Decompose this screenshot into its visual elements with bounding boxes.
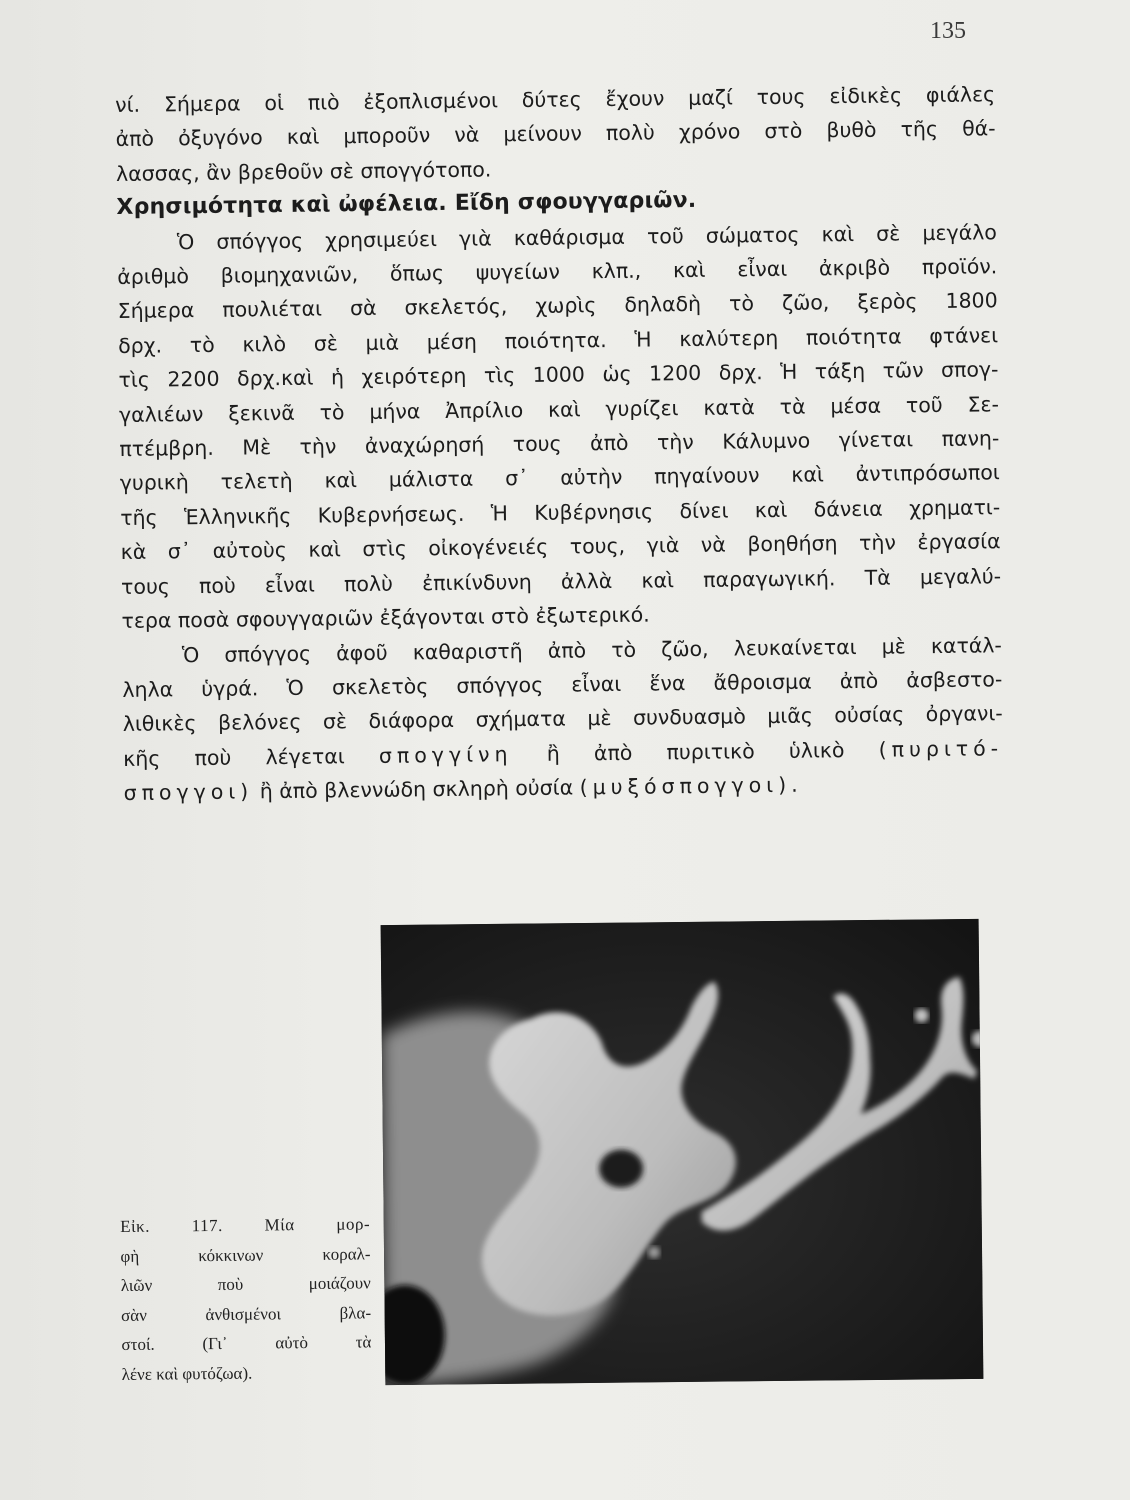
caption-line: φὴ κόκκινων κοραλ- — [120, 1243, 371, 1266]
text-line: ἀριθμὸ βιομηχανιῶν, ὅπως ψυγείων κλπ., καὶ εἶναι ἀκριβὸ προϊόν. — [117, 254, 998, 290]
text-line: τους ποὺ εἶναι πολὺ ἐπικίνδυνη ἀλλὰ καὶ παραγωγική. Τὰ μεγαλύ- — [120, 563, 1002, 599]
text-line: τὶς 2200 δρχ.καὶ ἡ χειρότερη τὶς 1000 ὡς 1200 δρχ. Ἡ τάξη τῶν σπογ- — [118, 357, 999, 393]
coral-image — [381, 919, 984, 1385]
term-siliceous-cont: σπογγοι) — [123, 779, 254, 806]
term-myxospongi: (μυξόσπογγοι). — [579, 772, 803, 800]
text-line: Σήμερα πουλιέται σὰ σκελετός, χωρὶς δηλαδὴ τὸ ζῶο, ξερὸς 1800 — [117, 288, 998, 324]
section-heading: Χρησιμότητα καὶ ὠφέλεια. Εἴδη σφουγγαριῶν. — [116, 188, 697, 221]
body-text — [115, 77, 1004, 810]
text-line: ἀπὸ ὀξυγόνο καὶ μποροῦν νὰ μείνουν πολὺ χρόνο στὸ βυθὸ τῆς θά- — [115, 116, 996, 152]
text-line: Ὁ σπόγγος ἀφοῦ καθαριστῆ ἀπὸ τὸ ζῶο, λευκαίνεται μὲ κατάλ- — [181, 632, 1003, 667]
caption-line: λιῶν ποὺ μοιάζουν — [120, 1273, 371, 1296]
term-siliceous: (πυριτό- — [878, 735, 1004, 762]
figure-caption — [120, 1209, 372, 1389]
text-line: λασσας, ἂν βρεθοῦν σὲ σπογγότοπο. — [115, 157, 492, 186]
text-line: τερα ποσὰ σφουγγαριῶν ἐξάγονται στὸ ἐξωτερικό. — [121, 602, 650, 634]
text-fragment: ἢ ἀπὸ βλεννώδη σκληρὴ οὐσία — [259, 775, 574, 804]
text-line: Ὁ σπόγγος χρησιμεύει γιὰ καθάρισμα τοῦ σώματος καὶ σὲ μεγάλο — [176, 219, 997, 254]
text-line: πτέμβρη. Μὲ τὴν ἀναχώρησή τους ἀπὸ τὴν Κάλυμνο γίνεται πανη- — [119, 426, 1000, 462]
caption-line: σὰν ἀνθισμένοι βλα- — [120, 1303, 372, 1325]
text-line: γαλιέων ξεκινᾶ τὸ μήνα Ἀπρίλιο καὶ γυρίζει κατὰ τὰ μέσα τοῦ Σε- — [118, 391, 1000, 427]
text-line: ληλα ὑγρά. Ὁ σκελετὸς σπόγγος εἶναι ἕνα ἄθροισμα ἀπὸ ἀσβεστο- — [122, 667, 1003, 702]
caption-line: στοί. (Γι᾽ αὐτὸ τὰ — [121, 1332, 372, 1355]
text-line: δρχ. τὸ κιλὸ σὲ μιὰ μέση ποιότητα. Ἡ καλύτερη ποιότητα φτάνει — [118, 323, 999, 358]
text-fragment: ἢ ἀπὸ πυριτικὸ ὑλικὸ — [546, 737, 845, 766]
text-fragment: κῆς ποὺ λέγεται — [123, 743, 345, 771]
text-line: νί. Σήμερα οἱ πιὸ ἐξοπλισμένοι δύτες ἔχουν μαζί τους εἰδικὲς φιάλες — [115, 82, 996, 117]
page-number: 135 — [930, 18, 966, 44]
coral-photograph — [381, 919, 984, 1385]
text-line: λιθικὲς βελόνες σὲ διάφορα σχήματα μὲ συνδυασμὸ μιᾶς οὐσίας ὀργανι- — [122, 701, 1003, 737]
text-line: κὰ σ᾽ αὐτοὺς καὶ στὶς οἰκογένειές τους, γιὰ νὰ βοηθήση τὴν ἐργασία — [120, 529, 1001, 565]
term-spongin: σπογγίνη — [378, 741, 513, 768]
caption-line: Εἰκ. 117. Μία μορ- — [120, 1214, 371, 1236]
text-line: γυρικὴ τελετὴ καὶ μάλιστα σ᾽ αὐτὴν πηγαίνουν καὶ ἀντιπρόσωποι — [119, 460, 1000, 496]
caption-line: λένε καὶ φυτόζωα). — [121, 1363, 253, 1384]
text-line: τῆς Ἑλληνικῆς Κυβερνήσεως. Ἡ Κυβέρνησις δίνει καὶ δάνεια χρηματι- — [120, 495, 1001, 530]
